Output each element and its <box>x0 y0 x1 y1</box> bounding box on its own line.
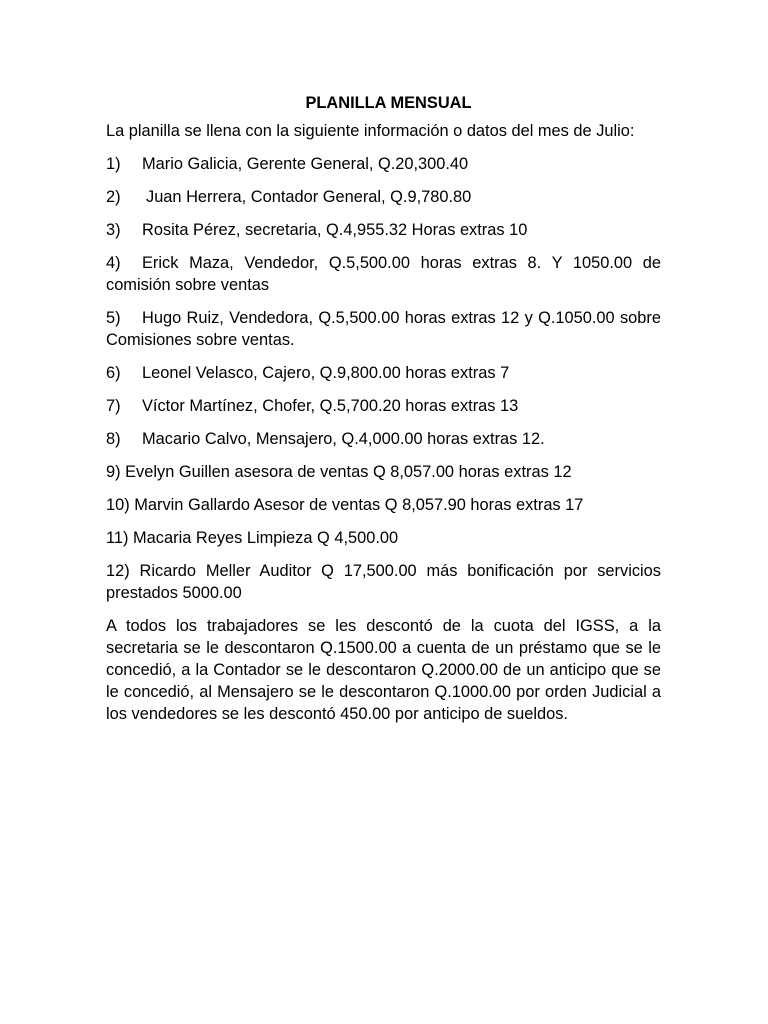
list-item-text: Juan Herrera, Contador General, Q.9,780.80 <box>146 188 472 206</box>
list-item-number: 3) <box>106 221 121 239</box>
list-item-11: 11) Macaria Reyes Limpieza Q 4,500.00 <box>106 529 399 547</box>
intro-paragraph: La planilla se llena con la siguiente información o datos del mes de Julio: <box>106 122 635 140</box>
list-item-number: 5) <box>106 309 121 327</box>
list-item-text: Mario Galicia, Gerente General, Q.20,300.40 <box>142 155 469 173</box>
list-item-number: 4) <box>106 254 121 272</box>
list-item-number: 7) <box>106 397 121 415</box>
list-item-text: Leonel Velasco, Cajero, Q.9,800.00 horas extras 7 <box>142 364 510 382</box>
document-title: PLANILLA MENSUAL <box>305 94 472 112</box>
list-item-8 <box>106 428 661 450</box>
list-item-number: 8) <box>106 430 121 448</box>
list-item-text: Rosita Pérez, secretaria, Q.4,955.32 Horas extras 10 <box>142 221 528 239</box>
list-item-number: 6) <box>106 364 121 382</box>
list-item-10: 10) Marvin Gallardo Asesor de ventas Q 8,057.90 horas extras 17 <box>106 496 584 514</box>
list-item-3 <box>106 219 661 241</box>
list-item-4 <box>106 252 661 296</box>
list-item-1 <box>106 153 661 175</box>
list-item-9: 9) Evelyn Guillen asesora de ventas Q 8,057.00 horas extras 12 <box>106 463 572 481</box>
list-item-7 <box>106 395 661 417</box>
list-item-6 <box>106 362 661 384</box>
list-item-text: Macario Calvo, Mensajero, Q.4,000.00 horas extras 12. <box>142 430 545 448</box>
list-item-text: Hugo Ruiz, Vendedora, Q.5,500.00 horas extras 12 y Q.1050.00 sobre Comisiones sobre ventas. <box>106 309 661 349</box>
document-page <box>106 92 661 725</box>
list-item-12: 12) Ricardo Meller Auditor Q 17,500.00 más bonificación por servicios prestados 5000.00 <box>106 562 661 602</box>
list-item-text: Víctor Martínez, Chofer, Q.5,700.20 horas extras 13 <box>142 397 519 415</box>
list-item-number: 1) <box>106 155 121 173</box>
list-item-2 <box>106 186 661 208</box>
list-item-5 <box>106 307 661 351</box>
closing-paragraph: A todos los trabajadores se les descontó de la cuota del IGSS, a la secretaria se le descontaron Q.1500.00 a cuenta de un préstamo que se le concedió, a la Contador se le descontaron Q.2000.00 de un anticipo que se le concedió, al Mensajero se le descontaron Q.1000.00 por orden Judicial a los vendedores se les descontó 450.00 por anticipo de sueldos. <box>106 617 661 723</box>
list-item-text: Erick Maza, Vendedor, Q.5,500.00 horas extras 8. Y 1050.00 de comisión sobre ventas <box>106 254 661 294</box>
list-item-number: 2) <box>106 188 121 206</box>
